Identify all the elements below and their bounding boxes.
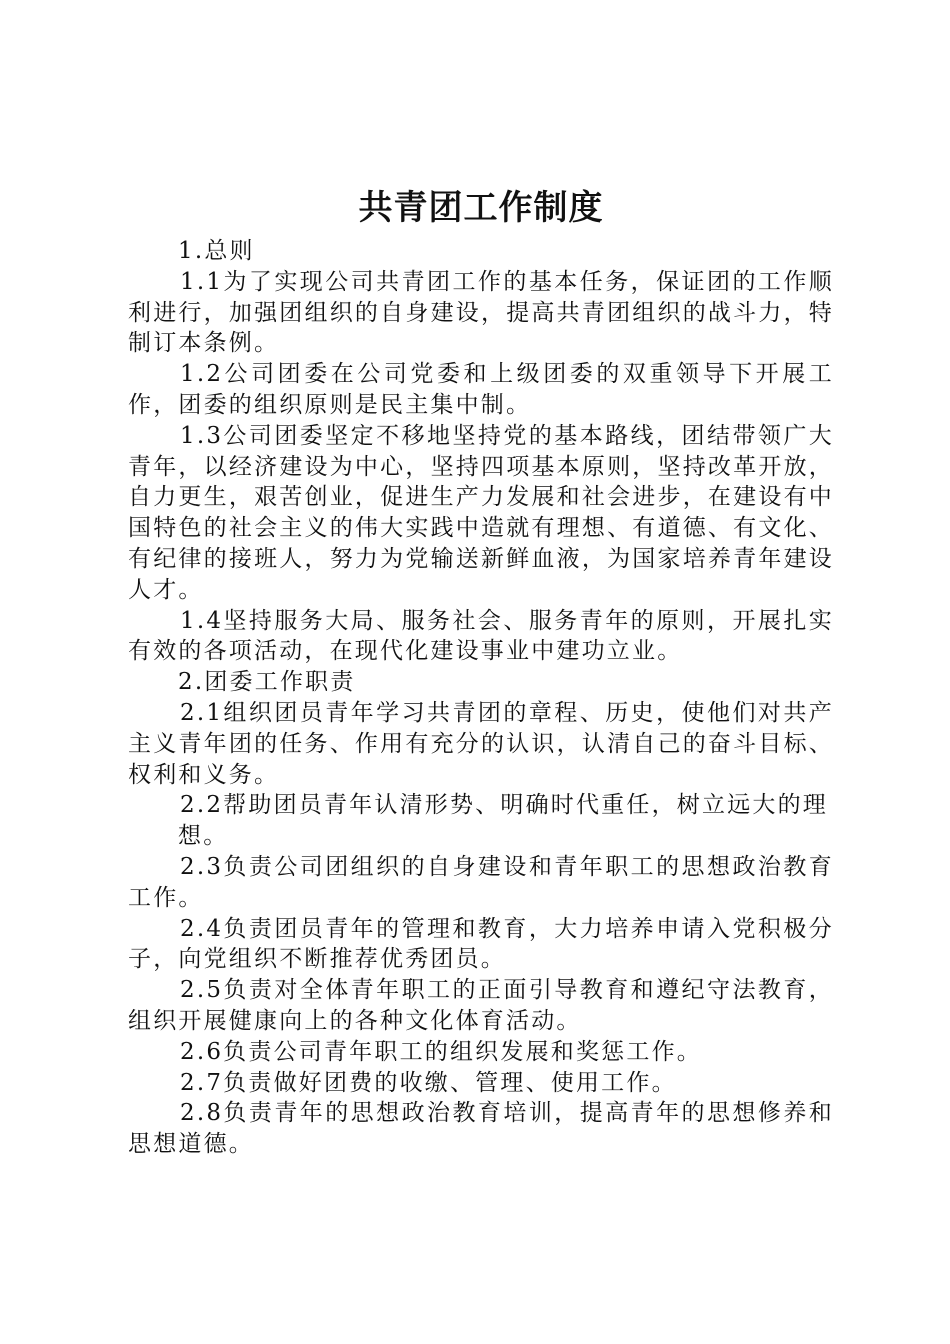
paragraph-2-2-continuation: 想。 xyxy=(178,823,229,850)
paragraph-2-5: 2.5负责对全体青年职工的正面引导教育和遵纪守法教育，组织开展健康向上的各种文化体育活动。 xyxy=(128,977,834,1034)
paragraph-2-6: 2.6负责公司青年职工的组织发展和奖惩工作。 xyxy=(180,1038,702,1065)
paragraph-1-2: 1.2公司团委在公司党委和上级团委的双重领导下开展工作，团委的组织原则是民主集中制。 xyxy=(128,361,834,418)
section-heading-general: 1.总则 xyxy=(178,238,255,264)
paragraph-2-8: 2.8负责青年的思想政治教育培训，提高青年的思想修养和思想道德。 xyxy=(128,1100,834,1158)
document-title: 共青团工作制度 xyxy=(358,188,604,228)
paragraph-1-1: 1.1为了实现公司共青团工作的基本任务，保证团的工作顺利进行，加强团组织的自身建设，提高共青团组织的战斗力，特制订本条例。 xyxy=(128,268,834,357)
paragraph-2-7: 2.7负责做好团费的收缴、管理、使用工作。 xyxy=(180,1069,677,1096)
paragraph-1-3: 1.3公司团委坚定不移地坚持党的基本路线，团结带领广大青年，以经济建设为中心，坚持四项基本原则，坚持改革开放，自力更生，艰苦创业，促进生产力发展和社会进步，在建设有中国特色的社会主义的伟大实践中造就有理想、有道德、有文化、有纪律的接班人，努力为党输送新鲜血液，为国家培养青年建设人才。 xyxy=(128,422,834,603)
paragraph-2-4: 2.4负责团员青年的管理和教育，大力培养申请入党积极分子，向党组织不断推荐优秀团员。 xyxy=(128,915,834,973)
paragraph-2-1: 2.1组织团员青年学习共青团的章程、历史，使他们对共产主义青年团的任务、作用有充分的认识，认清自己的奋斗目标、权利和义务。 xyxy=(128,699,834,788)
document-body xyxy=(128,236,834,1160)
paragraph-2-2: 2.2帮助团员青年认清形势、明确时代重任，树立远大的理 xyxy=(180,792,828,819)
paragraph-1-4: 1.4坚持服务大局、服务社会、服务青年的原则，开展扎实有效的各项活动，在现代化建设事业中建功立业。 xyxy=(128,607,834,665)
document-page xyxy=(128,0,834,1344)
section-heading-duties: 2.团委工作职责 xyxy=(178,669,356,696)
paragraph-2-3: 2.3负责公司团组织的自身建设和青年职工的思想政治教育工作。 xyxy=(128,853,834,911)
